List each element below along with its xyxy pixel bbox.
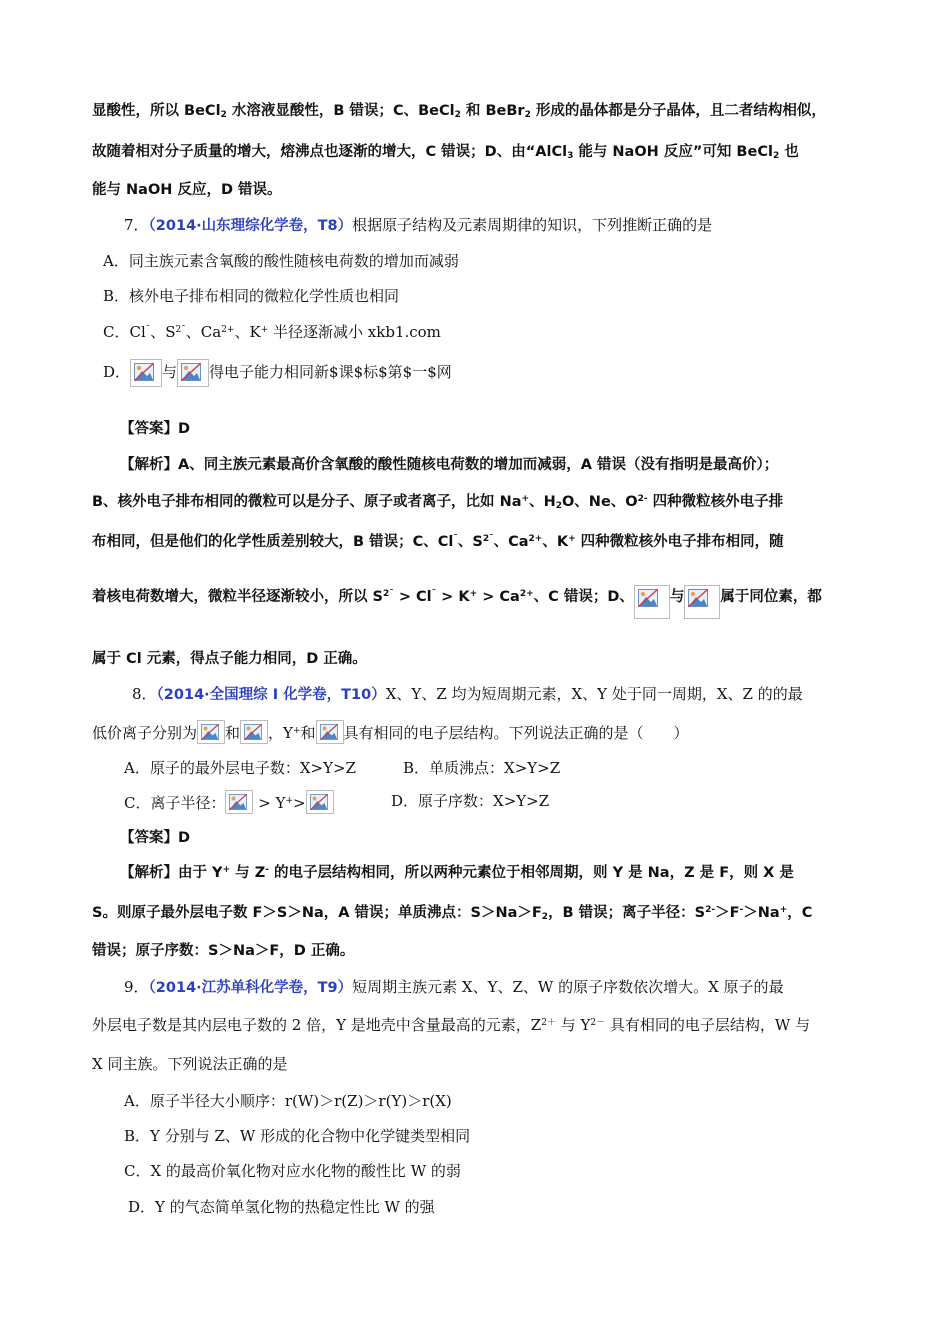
question-9-option-b: B．Y 分别与 Z、W 形成的化合物中化学键类型相同 [124,1127,471,1145]
question-9-stem: 9．（2014·江苏单科化学卷，T9）短周期主族元素 X、Y、Z、W 的原子序数依次增大。X 原子的最 [124,978,784,996]
question-9-option-c: C．X 的最高价氧化物对应水化物的酸性比 W 的弱 [124,1162,461,1180]
explanation-line: 故随着相对分子质量的增大，熔沸点也逐渐的增大，C 错误；D、由“AlCl$_3$ 能与 NaOH 反应”可知 BeCl$_2$ 也 [92,144,799,161]
question-7-explanation: 布相同，但是他们的化学性质差别较大，B 错误；C、Cl¯、$S^{2¯}$、$Ca^{2+}$、K+ 四种微粒核外电子排布相同，随 [92,534,784,550]
question-8-answer: 【答案】D [120,830,191,846]
question-7-source: （2014·山东理综化学卷，T8） [148,218,353,234]
explanation-line: 能与 NaOH 反应，D 错误。 [92,182,282,198]
question-8-option-c: C．离子半径： > Y+> [124,790,334,814]
broken-image-icon [306,790,334,814]
question-7-stem: 7．（2014·山东理综化学卷，T8）根据原子结构及元素周期律的知识，下列推断正确的是 [124,216,713,234]
question-8-stem: 8．（2014·全国理综 I 化学卷，T10）X、Y、Z 均为短周期元素，X、Y 处于同一周期，X、Z 的的最 [132,685,803,703]
broken-image-icon [634,585,670,619]
question-7-option-a: A．同主族元素含氧酸的酸性随核电荷数的增加而减弱 [103,252,459,270]
question-8-source: （2014·全国理综 I 化学卷，T10） [156,687,386,703]
question-8-option-a: A．原子的最外层电子数：X>Y>Z [124,759,356,777]
question-9-stem: 外层电子数是其内层电子数的 2 倍，Y 是地壳中含量最高的元素，$Z^{2+}$ 与 $Y^{2-}$ 具有相同的电子层结构，W 与 [92,1016,811,1034]
question-7-explanation: 属于 Cl 元素，得点子能力相同，D 正确。 [92,651,367,667]
question-8-option-d: D．原子序数：X>Y>Z [391,792,550,810]
question-9-option-a: A．原子半径大小顺序：r(W)＞r(Z)＞r(Y)＞r(X) [124,1092,452,1110]
broken-image-icon [316,720,344,744]
question-7-option-b: B．核外电子排布相同的微粒化学性质也相同 [103,287,400,305]
question-8-explanation: 错误；原子序数：S＞Na＞F，D 正确。 [92,943,355,959]
broken-image-icon [684,585,720,619]
question-8-option-b: B．单质沸点：X>Y>Z [403,759,561,777]
broken-image-icon [197,720,225,744]
broken-image-icon [225,790,253,814]
broken-image-icon [130,359,162,387]
question-7-explanation: B、核外电子排布相同的微粒可以是分子、原子或者离子，比如 Na+、$H_2O$、Ne、$O^{2-}$ 四种微粒核外电子排 [92,494,784,511]
question-8-explanation: 【解析】由于 Y+ 与 Z- 的电子层结构相同，所以两种元素位于相邻周期，则 Y 是 Na，Z 是 F，则 X 是 [120,865,794,881]
question-7-option-d: D． 与 得电子能力相同新$课$标$第$一$网 [103,359,452,387]
question-9-source: （2014·江苏单科化学卷，T9） [148,980,353,996]
question-9-stem: X 同主族。下列说法正确的是 [92,1055,288,1073]
question-7-answer: 【答案】D [120,421,191,437]
explanation-line: 显酸性，所以 BeCl$_2$ 水溶液显酸性，B 错误；C、BeCl$_2$ 和 BeBr$_2$ 形成的晶体都是分子晶体，且二者结构相似， [92,103,826,120]
question-7-explanation: 【解析】A、同主族元素最高价含氧酸的酸性随核电荷数的增加而减弱，A 错误（没有指明是最高价）； [120,457,779,473]
broken-image-icon [177,359,209,387]
question-9-option-d: D．Y 的气态简单氢化物的热稳定性比 W 的强 [128,1198,435,1216]
question-8-stem: 低价离子分别为 和 ，Y+和 具有相同的电子层结构。下列说法正确的是（ ） [92,720,689,744]
broken-image-icon [240,720,268,744]
question-8-explanation: S。则原子最外层电子数 F＞S＞Na，A 错误；单质沸点：$S>Na>F_2$，B 错误；离子半径：$S^{2-}>F^->Na^+$，C [92,905,813,922]
question-7-explanation: 着核电荷数增大，微粒半径逐渐较小，所以 $S^{2¯} > Cl^¯ > K^+ > Ca^{2+}$、C 错误；D、 与 属于同位素，都 [92,585,822,619]
question-7-option-c: C．Cl¯、$S^{2¯}$、$Ca^{2+}$、K+ 半径逐渐减小 xkb1.com [103,323,441,341]
